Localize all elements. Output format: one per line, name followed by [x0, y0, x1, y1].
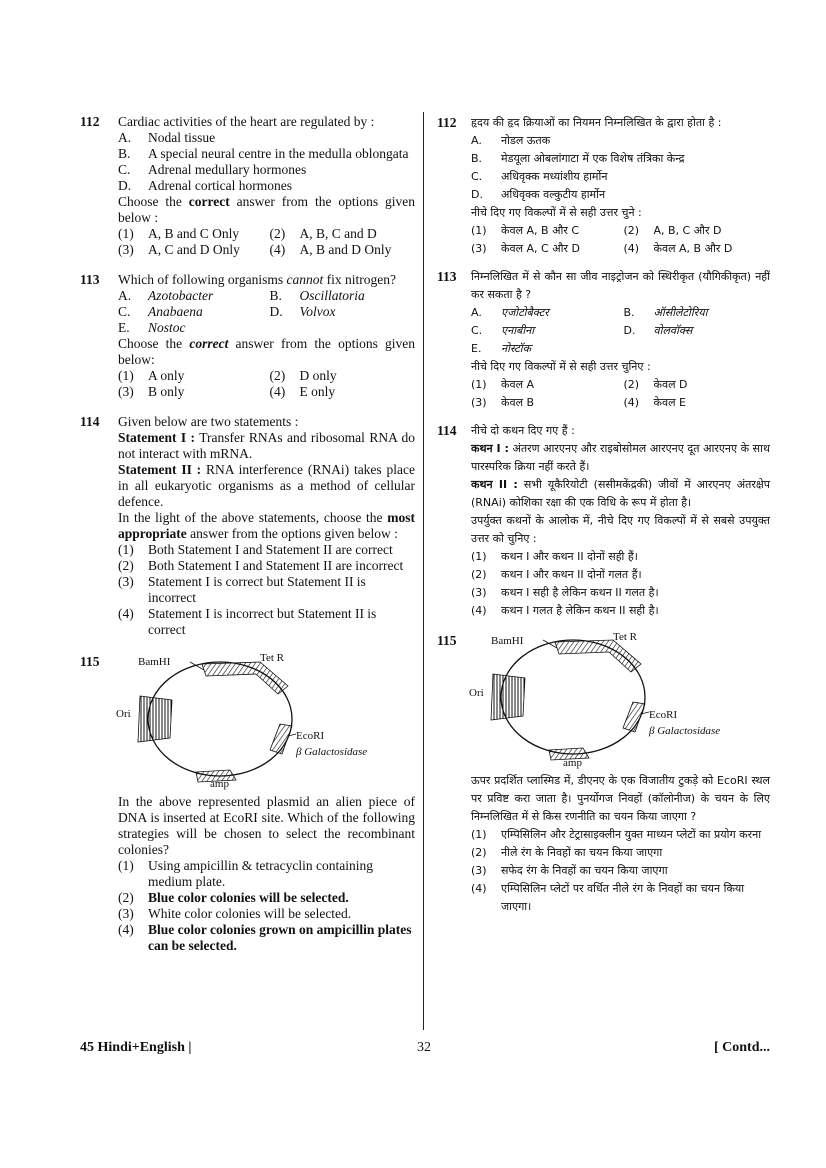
option[interactable]: (3) केवल A, C और D [471, 242, 580, 255]
question-114-en [80, 414, 415, 638]
statement-label: C. [118, 162, 131, 177]
beta-galactosidase-label: β Galactosidase [296, 746, 368, 758]
question-stem: निम्नलिखित में से कौन सा जीव नाइट्रोजन को स्थिरीकृत (यौगिकीकृत) नहीं कर सकता है ? [471, 270, 770, 301]
amp-label: amp [563, 757, 582, 769]
question-115-hi [437, 632, 770, 916]
question-112-en [80, 114, 415, 258]
option[interactable]: (4) कथन I गलत है लेकिन कथन II सही है। [471, 604, 659, 617]
ecori-label: EcoRI [649, 709, 678, 721]
option[interactable]: (2) A, B, C and D [269, 226, 377, 241]
option[interactable]: (1) एम्पिसिलिन और टेट्रासाइक्लीन युक्त माध्यन प्लेटों का प्रयोग करना [471, 828, 762, 841]
option[interactable]: (4) A, B and D Only [269, 242, 392, 257]
instruction: In the light of the above statements, choose the most appropriate answer from the options given below : [118, 510, 415, 541]
paper-code: 45 Hindi+English | [80, 1040, 192, 1055]
column-divider [423, 112, 424, 1030]
instruction: उपर्युक्त कथनों के आलोक में, नीचे दिए गए विकल्पों में से सबसे उपयुक्त उत्तर को चुनिए : [471, 514, 770, 545]
option[interactable]: (4) केवल E [623, 396, 686, 409]
option[interactable]: (3) कथन I सही है लेकिन कथन II गलत है। [471, 586, 659, 599]
question-number: 115 [80, 654, 100, 669]
plasmid-svg [463, 632, 763, 770]
statement-2: कथन II : सभी यूकैरियोटी (ससीमकेंद्रकी) जीवों में आरएनए अंतरक्षेप (RNAi) कोशिका रक्षा की एक विधि के रूप में होता है। [471, 478, 771, 509]
option[interactable]: (2) केवल D [623, 378, 688, 391]
option[interactable]: (2) Both Statement I and Statement II are incorrect [118, 558, 404, 573]
question-stem: In the above represented plasmid an alien piece of DNA is inserted at EcoRI site. Which of the following strategies will be chosen to select the recombinant colonies? [118, 794, 415, 857]
question-stem: Cardiac activities of the heart are regulated by : [118, 114, 375, 129]
statement-1: Statement I : Transfer RNAs and ribosomal RNA do not interact with mRNA. [118, 430, 415, 461]
question-stem: हृदय की हृद क्रियाओं का नियमन निम्नलिखित के द्वारा होता है : [471, 116, 722, 129]
bamhi-label: BamHI [138, 656, 171, 668]
option[interactable]: (2) नीले रंग के निवहों का चयन किया जाएगा [471, 846, 663, 859]
instruction: Choose the correct answer from the options given below: [118, 336, 416, 367]
statement-2: Statement II : RNA interference (RNAi) takes place in all eukaryotic organisms as a method of cellular defence. [118, 462, 415, 509]
instruction: Choose the correct answer from the options given below : [118, 194, 415, 225]
question-number: 114 [437, 423, 457, 438]
statement-label: D. [118, 178, 132, 193]
tetr-label: Tet R [613, 631, 637, 643]
question-number: 112 [80, 114, 100, 129]
option[interactable]: (3) Statement I is correct but Statement II is incorrect [118, 574, 366, 605]
question-number: 112 [437, 115, 457, 130]
plasmid-diagram [463, 632, 770, 770]
plasmid-svg [110, 654, 410, 792]
option[interactable]: (2) Blue color colonies will be selected. [118, 890, 349, 905]
beta-galactosidase-gene [623, 702, 645, 732]
option[interactable]: (1) A only [118, 368, 185, 383]
statement-label: A. [118, 130, 132, 145]
page-footer [80, 1040, 770, 1060]
organism-list: A. एजोटोबैक्टर B. ऑसीलेटोरिया C. एनाबीना D. वोलवॉक्स E. नोस्टॉक [471, 306, 708, 355]
question-number: 114 [80, 414, 100, 429]
beta-galactosidase-gene [270, 724, 292, 754]
statement-text: Adrenal medullary hormones [148, 162, 307, 177]
question-stem: Given below are two statements : [118, 414, 299, 429]
statement-1: कथन I : अंतरण आरएनए और राइबोसोमल आरएनए दूत आरएनए के साथ पारस्परिक क्रिया नहीं करते हैं। [471, 442, 770, 473]
question-113-hi [437, 268, 770, 412]
question-112-hi: 112 हृदय की हृद क्रियाओं का नियमन निम्नलिखित के द्वारा होता है : A. नोडल ऊतक B. मेडयूला ओबलांगाटा में एक विशेष तंत्रिका केन्द्र C. अधिवृक्क मध्यांशीय हार्मोन D. अधिवृक्क वल्कुटीय हार्मोन नीचे दिए गए विकल्पों में से सही उत्तर चुने : (1) केवल A, B और C (2) A, B, C और D (3) केवल A, C और D (4) केवल A, B और D [437, 114, 770, 258]
tetr-label: Tet R [260, 652, 284, 664]
option[interactable]: (4) E only [269, 384, 336, 399]
beta-galactosidase-label: β Galactosidase [649, 725, 721, 737]
option[interactable]: (4) केवल A, B और D [623, 242, 733, 255]
question-number: 113 [80, 272, 100, 287]
question-114-hi [437, 422, 770, 620]
organism-list: A. Azotobacter B. Oscillatoria C. Anabaena D. Volvox E. Nostoc [118, 288, 365, 335]
english-column [80, 114, 415, 954]
option[interactable]: (4) एम्पिसिलिन प्लेटों पर वर्धित नीले रंग के निवहों का चयन किया जाएगा। [471, 882, 745, 913]
hindi-column [437, 114, 770, 916]
instruction: नीचे दिए गए विकल्पों में से सही उत्तर चुने : [471, 206, 642, 219]
option[interactable]: (2) A, B, C और D [623, 224, 722, 237]
statement-text: Adrenal cortical hormones [148, 178, 292, 193]
ori-region [491, 674, 525, 720]
question-115-en [80, 654, 415, 954]
statement-text: A special neural centre in the medulla oblongata [148, 146, 409, 161]
statement-label: B. [118, 146, 131, 161]
question-stem: नीचे दो कथन दिए गए हैं : [471, 424, 575, 437]
option[interactable]: (1) कथन I और कथन II दोनों सही हैं। [471, 550, 638, 563]
statement-text: Nodal tissue [148, 130, 216, 145]
answer-options [471, 222, 770, 258]
question-stem: Which of following organisms cannot fix nitrogen? [118, 272, 396, 287]
plasmid-diagram [110, 654, 415, 792]
option[interactable]: (1) Both Statement I and Statement II are correct [118, 542, 393, 557]
ori-region [138, 696, 172, 742]
option[interactable]: (1) केवल A, B और C [471, 224, 580, 237]
continued-label: [ Contd... [713, 1040, 770, 1055]
question-113-en [80, 272, 415, 400]
ecori-label: EcoRI [296, 730, 325, 742]
option[interactable]: (3) केवल B [471, 396, 535, 409]
option[interactable]: (1) केवल A [471, 378, 535, 391]
option[interactable]: (1) A, B and C Only [118, 226, 240, 241]
option[interactable]: (2) D only [269, 368, 337, 383]
instruction: नीचे दिए गए विकल्पों में से सही उत्तर चुनिए : [471, 360, 651, 373]
question-number: 115 [437, 633, 457, 648]
tetr-gene [202, 662, 288, 694]
option[interactable]: (4) Blue color colonies grown on ampicillin plates can be selected. [118, 922, 412, 953]
bamhi-label: BamHI [491, 635, 524, 647]
ori-label: Ori [116, 708, 131, 720]
question-stem: ऊपर प्रदर्शित प्लास्मिड में, डीएनए के एक विजातीय टुकड़े को EcoRI स्थल पर प्रविष्ट करा जाता है। पुनर्योगज निवहों (कॉलोनीज) के चयन के लिए निम्नलिखित में से किस रणनीति का चयन किया जाएगा ? [471, 774, 770, 823]
option[interactable]: (2) कथन I और कथन II दोनों गलत हैं। [471, 568, 642, 581]
ori-label: Ori [469, 687, 484, 699]
amp-label: amp [210, 778, 229, 790]
question-number: 113 [437, 269, 457, 284]
answer-options [471, 376, 770, 412]
option[interactable]: (3) A, C and D Only [118, 242, 240, 257]
option[interactable]: (1) Using ampicillin & tetracyclin containing medium plate. [118, 858, 373, 889]
option[interactable]: (3) सफेद रंग के निवहों का चयन किया जाएगा [471, 864, 668, 877]
option[interactable]: (4) Statement I is incorrect but Statement II is correct [118, 606, 377, 637]
option[interactable]: (3) B only [118, 384, 185, 399]
option[interactable]: (3) White color colonies will be selected. [118, 906, 352, 921]
page-number: 32 [417, 1040, 431, 1055]
answer-options [118, 368, 415, 400]
answer-options [118, 226, 415, 258]
